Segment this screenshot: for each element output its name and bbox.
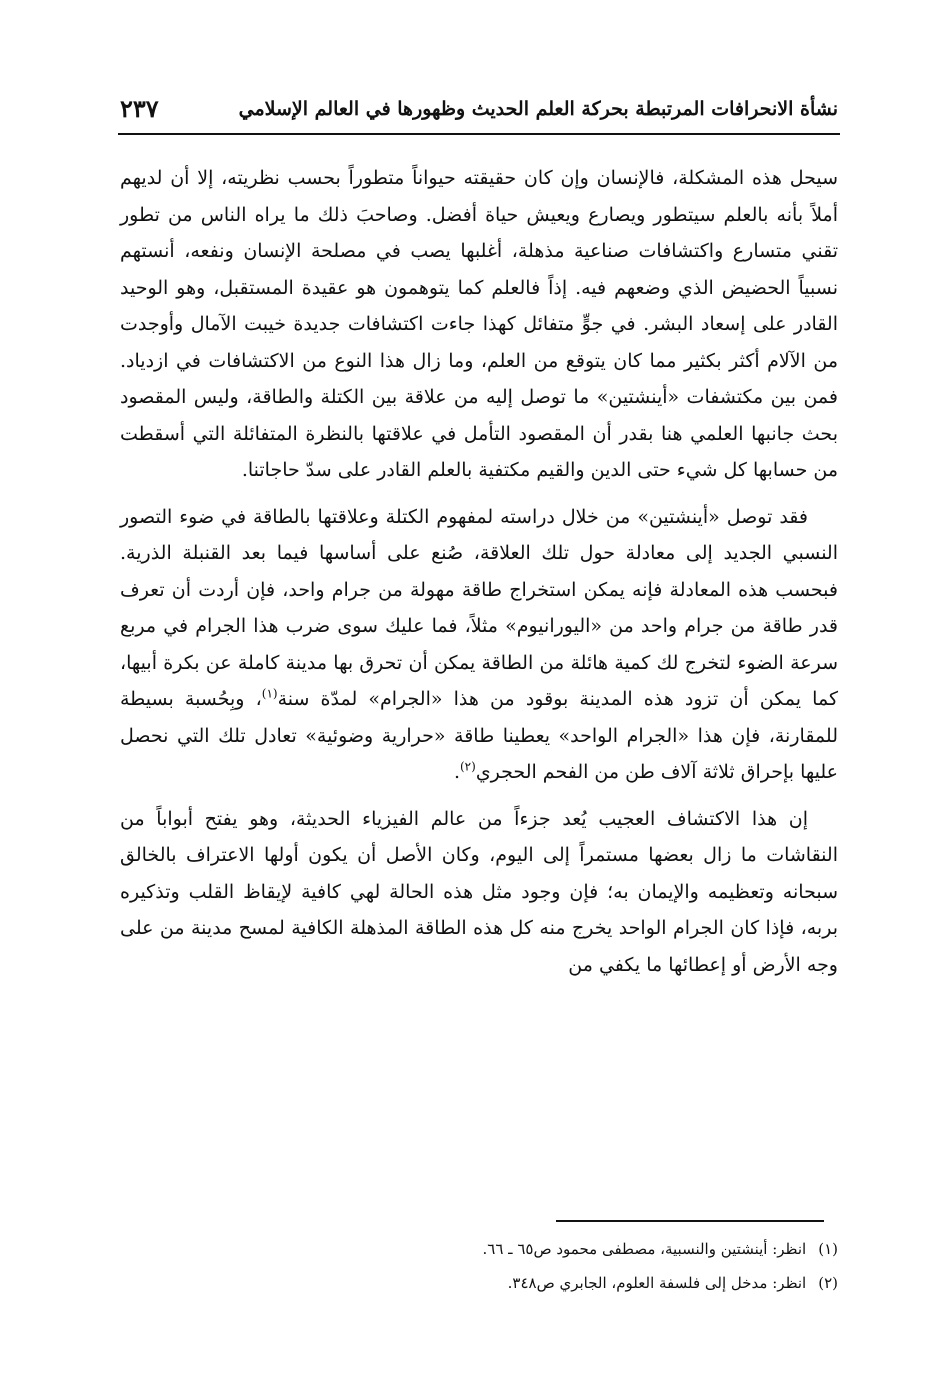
paragraph-2-part-3: .: [453, 761, 460, 783]
running-title: نشأة الانحرافات المرتبطة بحركة العلم الحديث وظهورها في العالم الإسلامي: [238, 98, 838, 120]
footnote-ref-1[interactable]: (١): [261, 686, 278, 701]
paragraph-3: إن هذا الاكتشاف العجيب يُعد جزءاً من عالم الفيزياء الحديثة، وهو يفتح أبواباً من النقاشات ما زال بعضها مستمراً إلى اليوم، وكان الأصل أن يكون أولها الاعتراف بالخالق سبحانه وتعظيمه والإيمان به؛ فإن وجود مثل هذه الحالة لهي كافية لإيقاظ القلب وتذكيره بربه، فإذا كان الجرام الواحد يخرج منه كل هذه الطاقة المذهلة الكافية لمسح مدينة من على وجه الأرض أو إعطائها ما يكفي من: [120, 807, 838, 976]
footnote-ref-2[interactable]: (٢): [459, 759, 476, 774]
footnote-2: [120, 1266, 838, 1300]
footnotes: [120, 1232, 838, 1300]
header-rule: [118, 133, 840, 135]
footnote-1-number: (١): [818, 1240, 838, 1258]
paragraph-2: [120, 499, 838, 791]
footnote-1: [120, 1232, 838, 1266]
footnote-separator: [556, 1220, 824, 1222]
paragraph-2-part-2: ، وبِحُسبة بسيطة للمقارنة، فإن هذا «الجرام الواحد» يعطينا طاقة «حرارية وضوئية» تعادل تلك التي نحصل عليها بإحراق ثلاثة آلاف طن من الفحم الحجري: [120, 688, 838, 783]
paragraph-1: سيحل هذه المشكلة، فالإنسان وإن كان حقيقته حيواناً متطوراً بحسب نظريته، إلا أن لديهم أملاً بأنه بالعلم سيتطور ويصارع ويعيش حياة أفضل. وصاحبَ ذلك ما يراه الناس من تطور تقني متسارع واكتشافات صناعية مذهلة، أغلبها يصب في مصلحة الإنسان ونفعه، أنستهم نسبياً الحضيض الذي وضعهم فيه. إذاً فالعلم كما يتوهمون هو عقيدة المستقبل، وهو الوحيد القادر على إسعاد البشر. في جوٍّ متفائل كهذا جاءت اكتشافات جديدة خيبت الآمال وأوجدت من الآلام أكثر بكثير مما كان يتوقع من العلم، وما زال هذا النوع من الاكتشافات في ازدياد. فمن بين مكتشفات «أينشتين» ما توصل إليه من علاقة بين الكتلة والطاقة، وليس المقصود بحث جانبها العلمي هنا بقدر أن المقصود التأمل في علاقتها بالنظرة المتفائلة التي أسقطت من حسابها كل شيء حتى الدين والقيم مكتفية بالعلم القادر على سدّ حاجاتنا.: [120, 167, 838, 481]
footnote-1-text: انظر: أينشتين والنسبية، مصطفى محمود ص٦٥ ـ ٦٦.: [482, 1240, 807, 1258]
footnote-2-number: (٢): [818, 1274, 838, 1292]
page-number: ٢٣٧: [120, 94, 159, 123]
footnote-2-text: انظر: مدخل إلى فلسفة العلوم، الجابري ص٣٤٨.: [507, 1274, 807, 1292]
main-text: [120, 160, 838, 993]
paragraph-2-part-1: فقد توصل «أينشتين» من خلال دراسته لمفهوم الكتلة وعلاقتها بالطاقة في ضوء التصور النسبي الجديد إلى معادلة حول تلك العلاقة، صُنع على أساسها فيما بعد القنبلة الذرية. فبحسب هذه المعادلة فإنه يمكن استخراج طاقة مهولة من جرام واحد، فإن أردت أن تعرف قدر طاقة من جرام واحد من «اليورانيوم» مثلاً، فما عليك سوى ضرب هذا الجرام في مربع سرعة الضوء لتخرج لك كمية هائلة من الطاقة يمكن أن تحرق بها مدينة كاملة عن بكرة أبيها، كما يمكن أن تزود هذه المدينة بوقود من هذا «الجرام» لمدّة سنة: [120, 505, 838, 710]
running-header: [120, 92, 838, 128]
